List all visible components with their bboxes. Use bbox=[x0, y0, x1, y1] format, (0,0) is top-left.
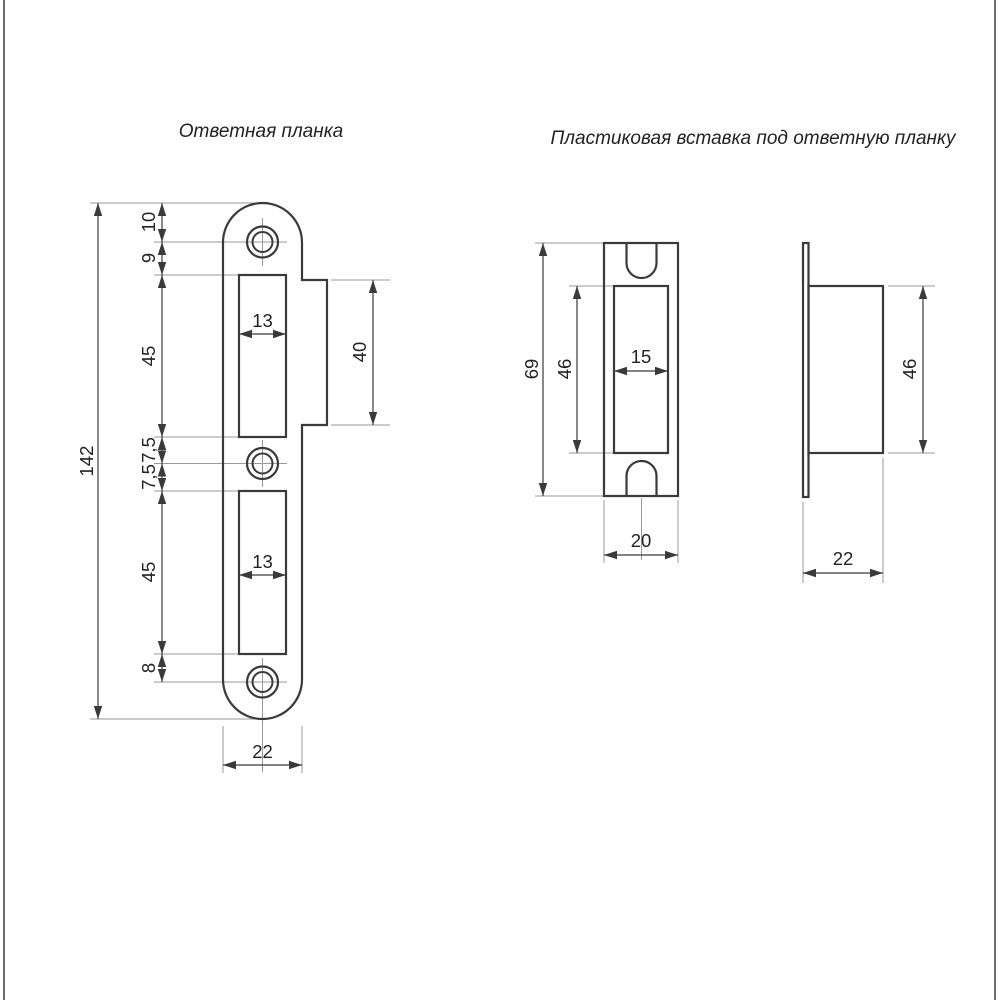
dim-label-13-top: 13 bbox=[252, 310, 273, 331]
title-plastic-insert: Пластиковая вставка под ответную планку bbox=[550, 128, 956, 149]
dim-label-20: 20 bbox=[630, 530, 652, 551]
dim-label-45-bottom: 45 bbox=[138, 561, 159, 583]
dim-label-69: 69 bbox=[521, 358, 542, 380]
dim-label-142: 142 bbox=[76, 445, 97, 477]
dim-label-22-side: 22 bbox=[832, 548, 854, 569]
dim-label-7-5-b: 7,5 bbox=[138, 464, 159, 490]
insert-side-dimensions bbox=[803, 286, 923, 573]
dim-label-45-top: 45 bbox=[138, 345, 159, 367]
strike-plate-view bbox=[76, 203, 390, 773]
insert-front-window bbox=[614, 286, 668, 453]
insert-front-extension-lines bbox=[535, 243, 678, 563]
strike-plate-dimensions bbox=[76, 203, 373, 765]
dim-label-15: 15 bbox=[630, 346, 652, 367]
dim-label-46-front: 46 bbox=[554, 358, 575, 380]
insert-side-extension-lines bbox=[803, 286, 935, 583]
insert-front-slot-bottom bbox=[627, 461, 657, 496]
dim-label-10: 10 bbox=[138, 211, 159, 233]
insert-side-body bbox=[809, 286, 884, 453]
plastic-insert-front-view bbox=[521, 243, 678, 563]
plastic-insert-side-view bbox=[803, 243, 935, 583]
dim-label-46-side: 46 bbox=[899, 358, 920, 380]
dim-label-9: 9 bbox=[138, 252, 159, 264]
insert-front-slot-top bbox=[627, 243, 657, 278]
dim-label-22: 22 bbox=[252, 741, 273, 762]
strike-plate-cutout-bottom bbox=[239, 491, 286, 654]
dim-label-8: 8 bbox=[138, 662, 159, 674]
title-strike-plate: Ответная планка bbox=[178, 121, 344, 142]
dim-label-7-5-a: 7,5 bbox=[138, 437, 159, 463]
dim-label-13-bottom: 13 bbox=[252, 551, 273, 572]
dim-label-40: 40 bbox=[349, 341, 370, 363]
strike-plate-cutout-top bbox=[239, 275, 286, 437]
insert-front-dimensions bbox=[521, 243, 678, 555]
